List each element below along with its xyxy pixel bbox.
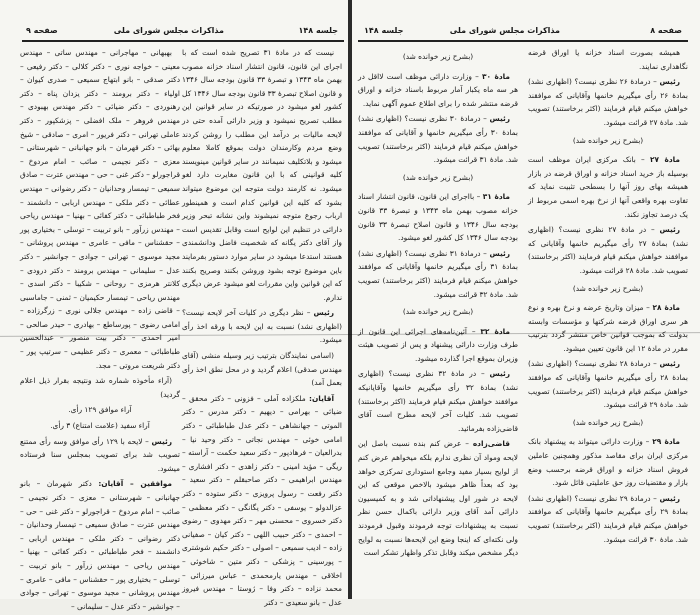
paragraph-text: – وزارت دارائی موظف است لااقل در هر سه ماه یکبار آمار مربوط باسناد خزانه و اوراق قرضه منتشر شده را برای اطلاع عموم آگهی نماید. bbox=[358, 71, 518, 108]
section-heading bbox=[528, 416, 688, 430]
paragraph-text: – عرض کنم بنده نسبت باصل این لایحه ومواد آن نظری ندارم بلکه میخواهم عرض کنم از لوایح بسیار مفید وجامع استوداری تمرکزی خواهد بود که بعداً ظاهر میشود بالاخص موقعی که این لایحه در شور اول پیشنهاداتی شد و به کمیسیون دارائی آمد آقای وزیر دارائی باکمال حسن نظر نسبت به پیشنهادات توجه فرمودند وقبول فرمودند ولی نکته‌ای که اینجا وضع این لایحه‌ها نسبت به لوایح دیگر مشخص میکند وقابل تذکر واظهار تشکر است bbox=[358, 439, 518, 558]
paragraph-text: – وزارت دارائی میتواند به پیشنهاد بانک مرکزی ایران برای مقاصد مذکور وهمچنین عاملین فروش اسناد خزانه و اوراق قرضه برحسب وضع بازار و مقتضیات روز حق عاملیتی قائل شود. bbox=[528, 437, 688, 488]
paragraph-text: – بانک مرکزی ایران موظف است بوسیله باز خرید اسناد خزانه و اوراق قرضه در بازار همیشه بهای روز آنها را بسطحی تثبیت نماید که تفاوت بهره واقعی آنها از نرخ بهره اسمی مربوط از یک درصد تجاوز نکند. bbox=[528, 155, 688, 219]
speaker-label: رئیس bbox=[659, 493, 680, 503]
speaker-label: رئیس bbox=[489, 248, 510, 258]
speaker-label: موافقین – آقایان: bbox=[98, 479, 173, 489]
speech-paragraph bbox=[358, 437, 518, 559]
section-heading bbox=[528, 134, 688, 148]
paragraph-text: – درمادهٔ ۳۱ نظری نیست؟ (اظهاری نشد) بمادهٔ ۳۱ رأی میگیریم خانمها وآقایانی که موافقند خواهش میکنم قیام فرمایند (اکثر برخاستند) تصویب شد. مادهٔ ۳۲ قرائت میشود. bbox=[358, 248, 518, 299]
speech-paragraph bbox=[20, 435, 180, 476]
speaker-label: رئیس bbox=[659, 77, 680, 87]
speaker-label: مادهٔ ۳۱ bbox=[482, 192, 510, 202]
speech-paragraph bbox=[528, 223, 688, 277]
text-paragraph bbox=[528, 46, 688, 73]
paragraph-text: – نظر دیگری در کلیات آخر لایحه نیست؟ (اظهاری نشد) نسبت به این لایحه با ورقه اخذ رأی میشود. bbox=[182, 308, 342, 345]
publication-title: مذاکرات مجلس شورای ملی bbox=[113, 26, 224, 35]
paragraph-text: – درمادهٔ ۲۶ نظری نیست؟ (اظهاری نشد) بمادهٔ ۲۶ رأی میگیریم خانمها وآقایانی که موافقند خواهش میکنم قیام فرمایند (اکثر برخاستند) تصویب شد. مادهٔ ۲۷ قرائت میشود. bbox=[528, 77, 688, 127]
section-heading bbox=[358, 305, 518, 319]
speech-paragraph bbox=[20, 477, 180, 613]
speaker-label: آقایان: bbox=[309, 393, 334, 403]
right-page-right-column bbox=[528, 46, 688, 548]
speaker-label: رئیس bbox=[659, 359, 680, 369]
paragraph-text: (بشرح زیر خوانده شد) bbox=[402, 172, 474, 182]
text-paragraph bbox=[182, 46, 342, 304]
paragraph-text: (بشرح زیر خوانده شد) bbox=[402, 307, 474, 317]
speech-paragraph bbox=[528, 301, 688, 355]
paragraph-text: – در مادهٔ ۲۷ نظری نیست؟ (اظهاری نشد) بمادهٔ ۲۷ رأی میگیریم خانمها وآقایانی که موافقند خواهش میکنم قیام فرمایند (اکثر برخاستند) تصویب شد. مادهٔ ۲۸ قرائت میشود. bbox=[528, 225, 688, 275]
paragraph-text: بهبهانی – مهاجرانی – مهندس ساتی – مهندس معینی – خواجه نوری – دکتر کلالی – دکتر رفیعی – دکتر صدقی – بانو ابتهاج سمیعی – صدری کیوان – اولیاء – دکتر برومند – دکتر یزدان پناه – دکتر رهنوردی – دکتر ضیائی – دکتر مهندس بهبودی – مهندس فروهر – ملک افضلی – پزشکپور – دکتر عاملی تهرانی – دکتر فریور – امری – صادقی – شیخ بهائی – دکتر قهرمان – بانو جهانبانی – شهرستانی – معزی – دکتر نجیمی – صائب – امام مردوخ – قراجورلو – دکتر غنی – حی – مهندس عترت – صادق سمیعی – تیمسار وحدانیان – دکتر رضوانی – مهندس عطائی – دکتر ملکی – مهندس اربابی – دانشمند – فخر طباطبائی – دکتر کفائی – بهنیا – مهندس ریاحی – مهندس زرآور – بانو تربیت – توسلی – بختیاری پور – حقشناس – مافی – عامری – مهندس پروشانی – مجید موسوی – تهرانی – جوادی – جوانشیر – دکتر عدل – سلیمانی – مهندس برومند – دکتر درودی – کلانتر هرمزی – روحانی – شکیبا – دکتر اسدی – مهندس ریاحی – تیمسار حکیمیان – ثمنی – جاماسبی – قاضی زاده – مهندس جلالی نوری – زرگرزاده – امامی رضوی – پورساطع – بهادری – حیدر صالحی – امیر احمدی – دکتر بیت منصور – عبدالحسین طباطبائی – معمری – دکتر عظیمی – سرتیپ پور – دکتر شریعت مروتی – مجد. bbox=[20, 48, 180, 370]
speech-paragraph bbox=[528, 435, 688, 489]
speaker-label: رئیس bbox=[151, 436, 173, 446]
speech-paragraph bbox=[528, 357, 688, 411]
speech-paragraph bbox=[358, 112, 518, 166]
paragraph-text: – بااجرای این قانون، قانون انتشار اسناد خزانه مصوب بهمن ماه ۱۳۴۳ و تبصرهٔ ۳۳ قانون بودجه سال ۱۳۴۶ و قانون اصلاح تبصرهٔ ۳۳ قانون بودجه سال ۱۳۴۶ کل کشور لغو میشود. bbox=[358, 192, 519, 243]
speech-paragraph bbox=[182, 392, 342, 610]
left-page-left-column bbox=[20, 46, 180, 615]
paragraph-text: آراء موافق ۱۲۹ رأی. bbox=[68, 405, 132, 415]
speech-paragraph bbox=[358, 247, 518, 301]
speech-paragraph bbox=[358, 325, 518, 366]
paragraph-text: ملکزاده آملی – فزونی – دکتر محقق – ضیائی – بهرامی – دیهیم – دکتر مدرس – دکتر الموتی – جهانشاهی – دکتر عدل طباطبائی – دکتر امامی خوئی – مهندس نجاتی – دکتر وحید نیا – بدرالعیان – فرهادپور – دکتر سعید حکمت – آراسته – ریگی – مؤید امینی – دکتر زاهدی – دکتر افشاری – مهندس ابراهیمی – دکتر صاحبقلم – دکتر سعید – دکتر رفعت – رسول پرویزی – دکتر ستوده – دکتر عزالدولو – یوسفی – دکتر یگانگی – دکتر معظمی – دکتر خسروی – محسنی مهر – دکتر مهدوی – رضوی – احمدی – دکتر حبیب اللهی – دکتر کیان – صفیانی زاده – ادیب سمیعی – اصولی – دکتر حکیم شوشتری – پورسینی – پزشکی – دکتر متین – شاخوئی – اخلاقی – مهندس یارمحمدی – عباس میرزائی – محمد نزاده – دکتر وفا – ژوستا – مهندس فیروز عدل – بانو سعیدی – دکتر bbox=[182, 393, 342, 607]
paragraph-text: (بشرح زیر خوانده شد) bbox=[572, 135, 644, 145]
right-page bbox=[352, 0, 700, 599]
page-number: صفحه ۸ bbox=[650, 26, 682, 35]
speech-paragraph bbox=[358, 367, 518, 435]
publication-title: مذاکرات مجلس شورای ملی bbox=[449, 26, 560, 35]
paragraph-text: – درمادهٔ ۳۰ نظری نیست؟ (اظهاری نشد) بمادهٔ ۳۰ رأی میگیریم خانمها و آقایانی که موافقند خواهش میکنم قیام فرمایند (اکثر برخاستند) تصویب شد. مادهٔ ۳۱ قرائت میشود. bbox=[358, 114, 518, 165]
text-paragraph bbox=[20, 403, 180, 417]
paragraph-text: – میزان وتاریخ عرضه و نرخ بهره و نوع هر سری اوراق قرضه شرکتها و مؤسسات وابسته بدولت که بموجب قوانین خاص منتشر گردد بترتیب مقرر در مادهٔ ۱۲ این قانون تعیین میشود. bbox=[528, 303, 688, 353]
right-page-left-column bbox=[358, 46, 518, 562]
paragraph-text: – درمادهٔ ۲۸ نظری نیست؟ (اظهاری نشد) بمادهٔ ۲۸ رأی میگیریم خانمها وآقایانی که موافقند خواهش میکنم قیام فرمایند (اکثر برخاستند) تصویب شد. مادهٔ ۲۹ قرائت میشود. bbox=[528, 359, 688, 410]
paragraph-text: (بشرح زیر خوانده شد) bbox=[402, 52, 474, 61]
left-page-right-column bbox=[182, 46, 342, 611]
text-paragraph bbox=[20, 374, 180, 401]
text-paragraph bbox=[20, 419, 180, 433]
speaker-label: رئیس bbox=[313, 308, 334, 318]
text-paragraph bbox=[20, 46, 180, 372]
speech-paragraph bbox=[528, 492, 688, 546]
speaker-label: مادهٔ ۲۷ bbox=[650, 155, 680, 165]
paragraph-text: (اسامی نمایندگان بترتیب زیر وسیله منشی (آقای مهندس صدقی) اعلام گردید و در محل نطق اخذ رأی بعمل آمد) bbox=[182, 351, 342, 388]
left-page-header bbox=[22, 26, 344, 40]
header-rule bbox=[358, 40, 688, 42]
session-number: جلسه ۱۴۸ bbox=[298, 26, 338, 35]
text-paragraph bbox=[182, 349, 342, 390]
speaker-label: مادهٔ ۳۲ bbox=[480, 326, 510, 336]
page-number: صفحه ۹ bbox=[26, 26, 58, 35]
paragraph-text: – آئین‌نامه‌های اجرائی این قانون از طرف وزارت دارائی پیشنهاد و پس از تصویب هیئت وزیران بموقع اجرا گذارده میشود. bbox=[358, 326, 518, 363]
section-heading bbox=[358, 50, 518, 64]
speech-paragraph bbox=[528, 75, 688, 129]
section-heading bbox=[358, 171, 518, 185]
paragraph-text: آراء سفید (علامت امتناع) ۳ رأی. bbox=[50, 421, 150, 431]
speaker-label: مادهٔ ۳۰ bbox=[482, 71, 510, 81]
paragraph-text: (بشرح زیر خوانده شد) bbox=[572, 417, 644, 427]
paragraph-text: – درمادهٔ ۲۹ نظری نیست؟ (اظهاری نشد) بمادهٔ ۲۹ رأی میگیریم خانمها وآقایانی که موافقند خواهش میکنم قیام فرمایند (اکثر برخاستند) تصویب شد. مادهٔ ۳۰ قرائت میشود. bbox=[528, 493, 688, 544]
speaker-label: رئیس bbox=[489, 114, 510, 124]
paragraph-text: همیشه بصورت اسناد خزانه یا اوراق قرضه نگاهداری نمایند. bbox=[528, 48, 688, 71]
speech-paragraph bbox=[182, 306, 342, 347]
section-heading bbox=[528, 282, 688, 296]
paragraph-text: نیست که در مادهٔ ۳۱ تصریح شده است که با اجرای این قانون، قانون انتشار اسناد خزانه مصوب بهمن ماه ۱۳۴۳ و تبصرهٔ ۳۳ قانون بودجه سال ۱۳۴۶ و قانون اصلاح تبصرهٔ ۳۳ قانون بودجه سال ۱۳۴۶ کل کشور لغو میشود در صورتیکه در سایر قوانین این مطلب تصریح نمیشود و وزیر دارائی آمده حتی در لایحه مالیات بر درآمد این مطلب را روشن کردند وضع مردم وکارمندان دولت بموقع کاملا معلوم میشود و بلاتکلیف نمیمانند در سایر قوانین مینویسند کلیه قوانینی که با این قانون مغایرت دارد لغو میشود. نه کارمند دولت متوجه این موضوع میتواند بشود که کلیه این قوانین کدام است و همینطور ارباب رجوع متوجه نمیشوند واین نشانه تبحر وزیر دارائی در تنظیم این لوایح است وقابل تقدیس است واز آقای دکتر یگانه که شخصیت فاضل ودانشمندی هستند استدعا میشود در سایر موارد دستور بفرمایند باین موضوع توجه بشود وروشن بکنند وصریح بکنند که این قوانین واین مقررات لغو میشود عرض دیگری ندارم. bbox=[182, 48, 343, 302]
speaker-label: مادهٔ ۲۸ bbox=[652, 303, 680, 313]
paragraph-text: (بشرح زیر خوانده شد) bbox=[572, 283, 644, 293]
paragraph-text: – در مادهٔ ۳۲ نظری نیست؟ (اظهاری نشد) بمادهٔ ۳۲ رأی میگیریم خانمها وآقایانیکه موافقند خواهش میکنم قیام فرمایند (اکثر برخاستند) تصویب شد. کلیات آخر لایحه مطرح است آقای قاضی‌زاده بفرمائید. bbox=[358, 369, 519, 433]
speaker-label: مادهٔ ۲۹ bbox=[652, 437, 680, 447]
paragraph-text: دکتر شهرمان – بانو جهانبانی – شهرستانی – معزی – دکتر نجیمی – صائب – امام مردوخ – قراجورلو – دکتر غنی – حی – مهندس عترت – صادق سمیعی – تیمسار وحدانیان – دکتر رضوانی – دکتر ملکی – مهندس اربابی – دانشمند – فخر طباطبائی – دکتر کفائی – بهنیا – مهندس ریاحی – مهندس زرآور – بانو تربیت – توسلی – بختیاری پور – حقشناس – مافی – عامری – مهندس پروشانی – مجید موسوی – تهرانی – جوادی – جوانشیر – دکتر عدل – سلیمانی – bbox=[20, 479, 180, 611]
speaker-label: رئیس bbox=[489, 369, 511, 379]
speaker-label: رئیس bbox=[659, 225, 681, 235]
session-number: جلسه ۱۴۸ bbox=[364, 26, 404, 35]
speech-paragraph bbox=[358, 190, 518, 244]
speaker-label: قاضی‌زاده bbox=[472, 439, 510, 449]
right-page-header bbox=[358, 26, 688, 40]
paragraph-text: – لایحه با ۱۲۹ رأی موافق وسه رأی ممتنع تصویب شد برای تصویب بمجلس سنا فرستاده میشود. bbox=[20, 436, 180, 473]
left-page bbox=[0, 0, 349, 611]
paragraph-text: (آراء مأخوذه شماره شد ونتیجه بقرار ذیل اعلام گردید) bbox=[20, 376, 180, 399]
speech-paragraph bbox=[358, 70, 518, 111]
header-rule bbox=[22, 40, 344, 42]
speech-paragraph bbox=[528, 153, 688, 221]
